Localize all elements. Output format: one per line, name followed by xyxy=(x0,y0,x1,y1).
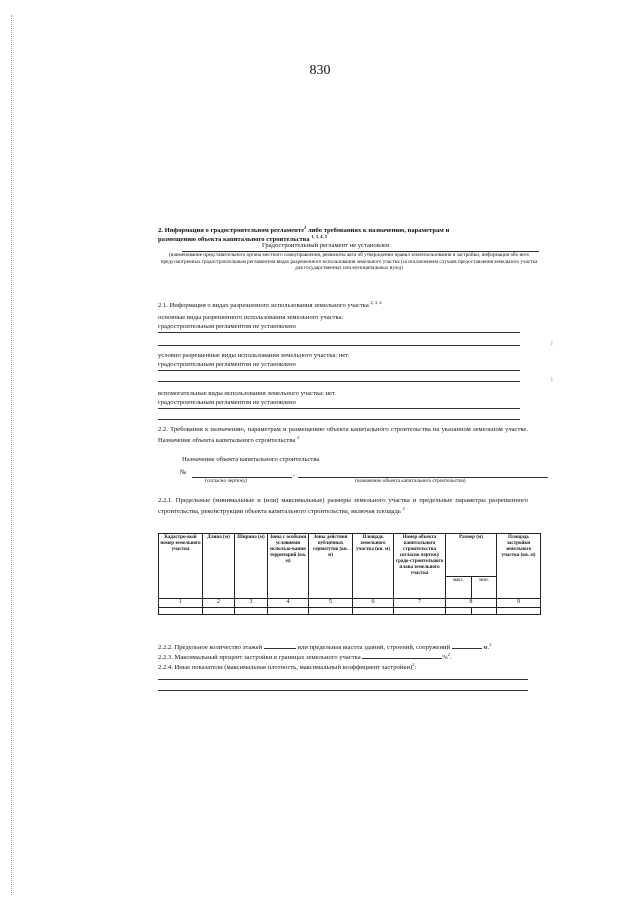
section-2-2-4: 2.2.4. Иные показатели (максимальная плотность, максимальный коэффициент застройки)$^2$: xyxy=(158,662,417,672)
conditional-uses-semicolon: ; xyxy=(551,375,553,382)
column-number: 3 xyxy=(235,599,268,608)
number-sign: № xyxy=(180,469,187,476)
column-subheader: мин. xyxy=(472,577,497,599)
section-2-2-2: 2.2.2. Предельное количество этажей или предельная высота зданий, строений, сооружений м.$^2$ xyxy=(158,642,492,652)
column-header: Длина (м) xyxy=(203,534,235,599)
section-2-heading-line2: размещению объекта капитального строительства $^{1, 3, 4, 5}$ xyxy=(158,234,328,244)
column-number: 7 xyxy=(394,599,446,608)
regulation-value: Градостроительный регламент не установлен xyxy=(262,242,390,249)
column-header: Ширина (м) xyxy=(235,534,268,599)
main-uses-semicolon: ; xyxy=(551,339,553,346)
page-number: 830 xyxy=(309,63,331,78)
main-uses-label: основные виды разрешенного использования земельного участка: xyxy=(158,314,344,321)
conditional-uses-line2 xyxy=(158,381,520,382)
column-number: 4 xyxy=(268,599,309,608)
column-header: Площадь застройки земельного участка (кв. м) xyxy=(497,534,541,599)
column-number: 8 xyxy=(446,599,497,608)
column-header: Кадастро-вый номер земельного участка xyxy=(159,534,203,599)
column-number: 5 xyxy=(309,599,353,608)
section-2-heading-line1: 2. Информация о градостроительном регламенте$^2$ либо требованиях к назначению, параметрам и xyxy=(158,225,450,235)
per-drawing-caption: (согласно чертежу) xyxy=(205,478,248,484)
auxiliary-uses-value: градостроительным регламентом не установлено xyxy=(158,399,296,406)
parameters-table xyxy=(158,533,541,615)
main-uses-line2 xyxy=(158,345,520,346)
table-number-row xyxy=(159,599,541,608)
conditional-uses-value: градостроительным регламентом не установлено xyxy=(158,361,296,368)
section-2-2-paragraph: 2.2. Требования к назначению, параметрам и размещению объекта капитального строительства на указанном земельном участке. Назначение объекта капитального строительства $^2$ xyxy=(158,426,528,445)
column-header: Размер (м) xyxy=(446,534,497,577)
column-number: 1 xyxy=(159,599,203,608)
column-header: Зоны действия публичных сервитутов (кв. м) xyxy=(309,534,353,599)
section-2-2-1-paragraph: 2.2.1. Предельные (минимальные и (или) максимальные) размеры земельного участка и предельные параметры разрешенного строительства, реконструкции объекта капитального строительства, включая площадь $^2$ xyxy=(158,497,528,516)
column-header: Площадь земельного участка (кв. м) xyxy=(353,534,394,599)
table-empty-row xyxy=(159,608,541,615)
auxiliary-uses-label: вспомогательные виды использования земельного участка: нет. xyxy=(158,390,336,397)
conditional-uses-label: условно разрешенные виды использования земельного участка: нет. xyxy=(158,352,350,359)
section-2-1-heading: 2.1. Информация о видах разрешенного использования земельного участка $^{2, 3, 4}$ xyxy=(158,300,382,310)
table-header-row xyxy=(159,534,541,577)
regulation-caption: (наименование представительного органа местного самоуправления, реквизиты акта об утверждении правил землепользования и застройки, информация обо всех предусмотренных градостроительным регламентом видах разрешенного использования земельного участка (за исключением случаев предоставления земельного участка для государственных или муниципальных нужд) xyxy=(160,252,538,272)
binding-edge xyxy=(11,15,13,895)
other-indicators-line1 xyxy=(158,679,528,680)
other-indicators-line2 xyxy=(158,690,528,691)
section-2-2-3: 2.2.3. Максимальный процент застройки в границах земельного участка %$^2$. xyxy=(158,652,452,662)
column-number: 2 xyxy=(203,599,235,608)
column-header: Зоны с особыми условиями использо-вания территорий (кв. м) xyxy=(268,534,309,599)
column-subheader: макс. xyxy=(446,577,472,599)
auxiliary-uses-line1 xyxy=(158,408,520,409)
purpose-heading: Назначение объекта капитального строительства xyxy=(182,456,320,463)
column-number: 6 xyxy=(353,599,394,608)
auxiliary-uses-line2 xyxy=(158,419,520,420)
comma-separator: , xyxy=(293,470,295,477)
main-uses-line1 xyxy=(158,332,520,333)
conditional-uses-line1 xyxy=(158,370,520,371)
main-uses-value: градостроительным регламентом не установлено xyxy=(158,323,296,330)
column-header: Номер объекта капитального строительства согласно чертежу градо-строительного плана земельного участка xyxy=(394,534,446,599)
object-purpose-caption: (назначение объекта капитального строительства) xyxy=(355,478,466,484)
column-number: 9 xyxy=(497,599,541,608)
